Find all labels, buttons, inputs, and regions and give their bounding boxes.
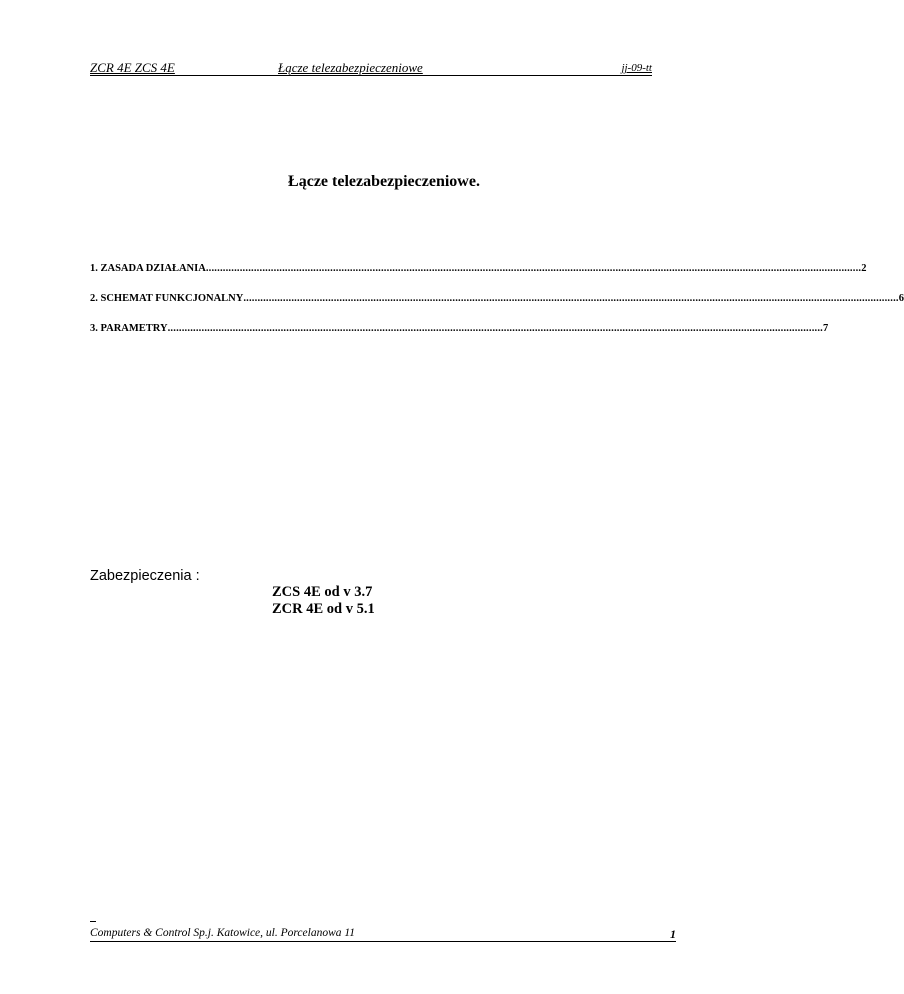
table-of-contents (90, 263, 904, 353)
toc-entry-schemat-funkcjonalny[interactable] (90, 293, 904, 323)
toc-entry-page: 7 (823, 323, 829, 334)
footer-tick-mark (90, 921, 96, 922)
protections-list (272, 584, 375, 618)
page-footer (90, 921, 676, 941)
header-rule (90, 75, 652, 76)
protections-label: Zabezpieczenia : (90, 568, 200, 584)
footer-page-number: 1 (670, 927, 676, 941)
toc-entry-parametry[interactable] (90, 323, 829, 353)
toc-entry-label: 1. ZASADA DZIAŁANIA (90, 263, 206, 274)
document-title: Łącze telezabezpieczeniowe. (288, 173, 480, 190)
toc-entry-label: 3. PARAMETRY (90, 323, 168, 334)
toc-entry-zasada-dzialania[interactable] (90, 263, 867, 293)
toc-leader-dots: ........................................................................................................................................................................................................................................ (205, 263, 862, 274)
footer-rule (90, 941, 676, 942)
toc-entry-label: 2. SCHEMAT FUNKCJONALNY (90, 293, 244, 304)
header-document-title: Łącze telezabezpieczeniowe (278, 60, 423, 75)
toc-entry-page: 2 (861, 263, 867, 274)
toc-leader-dots: ........................................................................................................................................................................................................................................ (167, 323, 824, 334)
header-product-codes: ZCR 4E ZCS 4E (90, 60, 175, 75)
toc-entry-page: 6 (898, 293, 904, 304)
toc-leader-dots: ........................................................................................................................................................................................................................................ (243, 293, 899, 304)
page-header (90, 60, 652, 78)
header-revision: jj-09-tt (621, 62, 652, 74)
footer-company-address: Computers & Control Sp.j. Katowice, ul. Porcelanowa 11 (90, 927, 356, 939)
protection-version-zcr: ZCR 4E od v 5.1 (272, 601, 375, 617)
protection-version-zcs: ZCS 4E od v 3.7 (272, 584, 373, 600)
